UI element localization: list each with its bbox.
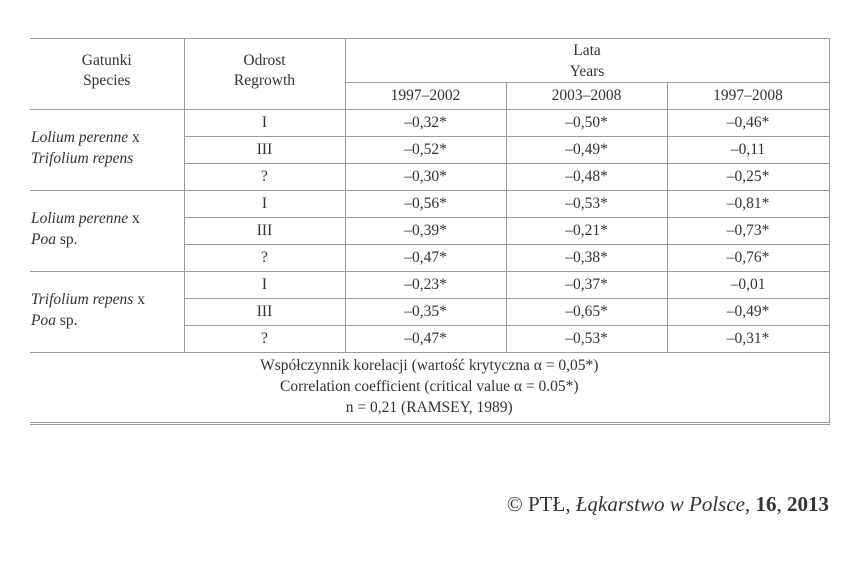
species-b: Trifolium repens <box>31 150 134 167</box>
value-cell: –0,56* <box>345 191 506 218</box>
species-pair-line-2 <box>31 310 184 331</box>
regrowth-cell: ? <box>184 164 345 191</box>
header-years <box>345 39 829 83</box>
header-species-en: Species <box>83 72 131 89</box>
value-cell: –0,31* <box>667 326 829 353</box>
value-cell: –0,50* <box>506 110 667 137</box>
value-cell: –0,38* <box>506 245 667 272</box>
header-years-en: Years <box>569 63 605 80</box>
value-cell: –0,47* <box>345 245 506 272</box>
species-b: Poa <box>31 312 56 329</box>
value-cell: –0,47* <box>345 326 506 353</box>
species-b-suffix: sp. <box>55 312 78 329</box>
citation-year: 2013 <box>787 492 829 516</box>
footnote-line-pl: Współczynnik korelacji (wartość krytyczna α = 0,05*) <box>260 357 599 374</box>
species-pair-cell <box>30 191 184 272</box>
species-pair-line-1 <box>31 208 184 229</box>
header-regrowth-en: Regrowth <box>233 72 296 89</box>
value-cell: –0,53* <box>506 326 667 353</box>
species-pair-cell <box>30 272 184 353</box>
species-a-suffix: x <box>128 129 140 146</box>
header-regrowth <box>184 39 345 110</box>
citation-journal: Łąkarstwo w Polsce <box>575 492 745 516</box>
correlation-table <box>30 38 830 425</box>
regrowth-cell: ? <box>184 326 345 353</box>
species-a-suffix: x <box>133 291 145 308</box>
value-cell: –0,01 <box>667 272 829 299</box>
regrowth-cell: ? <box>184 245 345 272</box>
species-a: Lolium perenne <box>31 210 129 227</box>
value-cell: –0,32* <box>345 110 506 137</box>
value-cell: –0,65* <box>506 299 667 326</box>
regrowth-cell: III <box>184 218 345 245</box>
regrowth-cell: I <box>184 110 345 137</box>
species-pair-line-2 <box>31 148 184 169</box>
species-a: Trifolium repens <box>31 291 134 308</box>
value-cell: –0,23* <box>345 272 506 299</box>
species-a: Lolium perenne <box>31 129 129 146</box>
value-cell: –0,46* <box>667 110 829 137</box>
regrowth-cell: I <box>184 191 345 218</box>
table-footnote <box>30 353 829 424</box>
value-cell: –0,81* <box>667 191 829 218</box>
regrowth-cell: III <box>184 299 345 326</box>
header-species-pl: Gatunki <box>81 52 132 69</box>
value-cell: –0,11 <box>667 137 829 164</box>
value-cell: –0,73* <box>667 218 829 245</box>
species-b-suffix: sp. <box>55 231 78 248</box>
value-cell: –0,76* <box>667 245 829 272</box>
species-pair-cell <box>30 110 184 191</box>
value-cell: –0,30* <box>345 164 506 191</box>
regrowth-cell: I <box>184 272 345 299</box>
value-cell: –0,49* <box>506 137 667 164</box>
header-species <box>30 39 184 110</box>
value-cell: –0,37* <box>506 272 667 299</box>
citation-sep-2: , <box>776 492 787 516</box>
footnote-line-en: Correlation coefficient (critical value α = 0.05*) <box>280 378 579 395</box>
species-a-suffix: x <box>128 210 140 227</box>
header-period-3: 1997–2008 <box>667 83 829 110</box>
citation-sep-1: , <box>745 492 756 516</box>
species-pair-line-1 <box>31 289 184 310</box>
copyright-citation <box>507 492 829 517</box>
header-years-pl: Lata <box>573 42 601 59</box>
value-cell: –0,52* <box>345 137 506 164</box>
citation-prefix: © PTŁ, <box>506 492 576 516</box>
value-cell: –0,53* <box>506 191 667 218</box>
value-cell: –0,25* <box>667 164 829 191</box>
value-cell: –0,48* <box>506 164 667 191</box>
value-cell: –0,35* <box>345 299 506 326</box>
regrowth-cell: III <box>184 137 345 164</box>
footnote-line-n: n = 0,21 (RAMSEY, 1989) <box>345 399 513 416</box>
value-cell: –0,39* <box>345 218 506 245</box>
header-period-1: 1997–2002 <box>345 83 506 110</box>
value-cell: –0,49* <box>667 299 829 326</box>
value-cell: –0,21* <box>506 218 667 245</box>
header-regrowth-pl: Odrost <box>243 52 286 69</box>
header-period-2: 2003–2008 <box>506 83 667 110</box>
citation-volume: 16 <box>755 492 777 516</box>
species-pair-line-1 <box>31 127 184 148</box>
species-b: Poa <box>31 231 56 248</box>
species-pair-line-2 <box>31 229 184 250</box>
